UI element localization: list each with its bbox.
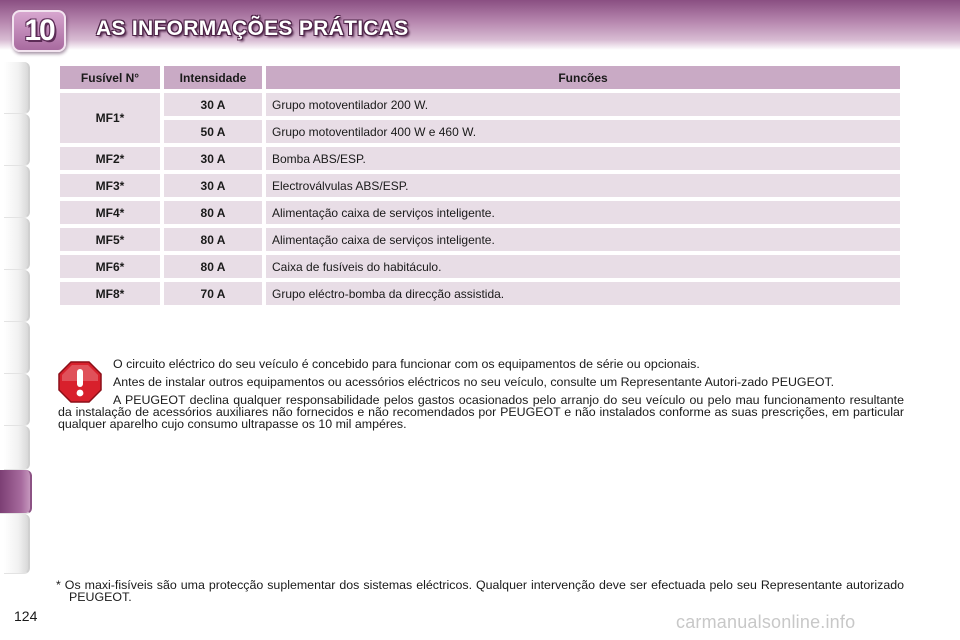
table-row: [60, 228, 900, 251]
chapter-tab-5[interactable]: [4, 270, 30, 322]
table-row: [60, 201, 900, 224]
function-cell: Alimentação caixa de serviços inteligente.: [266, 228, 900, 251]
table-row: [60, 93, 900, 116]
table-row: [60, 255, 900, 278]
intensity-cell: 30 A: [164, 174, 262, 197]
table-row: [60, 282, 900, 305]
function-cell: Electroválvulas ABS/ESP.: [266, 174, 900, 197]
table-row: [60, 147, 900, 170]
fuse-cell: MF4*: [60, 201, 160, 224]
notice-paragraph: A PEUGEOT declina qualquer responsabilidade pelos gastos ocasionados pelo arranjo do seu veículo ou pelo mau funcionamento resultante da instalação de acessórios auxiliares não fornecidos e não recomendados por PEUGEOT e não instalados conforme as suas prescrições, em particular qualquer aparelho cujo consumo ultrapasse os 10 mil ampéres.: [58, 393, 904, 431]
watermark: carmanualsonline.info: [676, 612, 856, 632]
intensity-cell: 80 A: [164, 201, 262, 224]
chapter-tab-9[interactable]: [4, 426, 30, 470]
chapter-tab-11[interactable]: [4, 514, 30, 574]
fuse-cell: MF5*: [60, 228, 160, 251]
page-title: AS INFORMAÇÕES PRÁTICAS: [96, 17, 409, 40]
page-number: 124: [14, 608, 38, 624]
function-cell: Grupo eléctro-bomba da direcção assistida.: [266, 282, 900, 305]
function-cell: Caixa de fusíveis do habitáculo.: [266, 255, 900, 278]
intensity-cell: 50 A: [164, 120, 262, 143]
fuse-cell: MF6*: [60, 255, 160, 278]
table-row: [60, 174, 900, 197]
fuse-cell: MF2*: [60, 147, 160, 170]
chapter-tabs: [0, 62, 34, 582]
footnote: * Os maxi-fisíveis são uma protecção suplementar dos sistemas eléctricos. Qualquer intervenção deve ser efectuada pelo seu Representante autorizado PEUGEOT.: [56, 578, 904, 604]
chapter-tab-10-active[interactable]: [0, 470, 32, 514]
chapter-number: 10: [24, 14, 54, 47]
intensity-cell: 80 A: [164, 255, 262, 278]
intensity-cell: 80 A: [164, 228, 262, 251]
function-cell: Grupo motoventilador 200 W.: [266, 93, 900, 116]
fuse-cell: MF8*: [60, 282, 160, 305]
notice-paragraph: Antes de instalar outros equipamentos ou acessórios eléctricos no seu veículo, consulte um Representante Autori-zado PEUGEOT.: [113, 375, 835, 389]
intensity-cell: 70 A: [164, 282, 262, 305]
fuse-table: [56, 62, 904, 309]
chapter-tab-1[interactable]: [4, 62, 30, 114]
column-header-intensity: Intensidade: [164, 66, 262, 89]
chapter-tab-7[interactable]: [4, 374, 30, 426]
table-header-row: [60, 66, 900, 89]
notice-paragraph: O circuito eléctrico do seu veículo é concebido para funcionar com os equipamentos de série ou opcionais.: [113, 357, 700, 371]
function-cell: Grupo motoventilador 400 W e 460 W.: [266, 120, 900, 143]
chapter-tab-4[interactable]: [4, 218, 30, 270]
intensity-cell: 30 A: [164, 93, 262, 116]
fuse-cell: MF3*: [60, 174, 160, 197]
fuse-cell: MF1*: [60, 93, 160, 143]
chapter-tab-2[interactable]: [4, 114, 30, 166]
function-cell: Alimentação caixa de serviços inteligente.: [266, 201, 900, 224]
electrical-warning-notice: [58, 358, 904, 436]
function-cell: Bomba ABS/ESP.: [266, 147, 900, 170]
chapter-badge: [12, 10, 66, 52]
table-row: [60, 120, 900, 143]
column-header-fuse: Fusível N°: [60, 66, 160, 89]
column-header-functions: Funcões: [266, 66, 900, 89]
intensity-cell: 30 A: [164, 147, 262, 170]
chapter-tab-6[interactable]: [4, 322, 30, 374]
chapter-tab-3[interactable]: [4, 166, 30, 218]
